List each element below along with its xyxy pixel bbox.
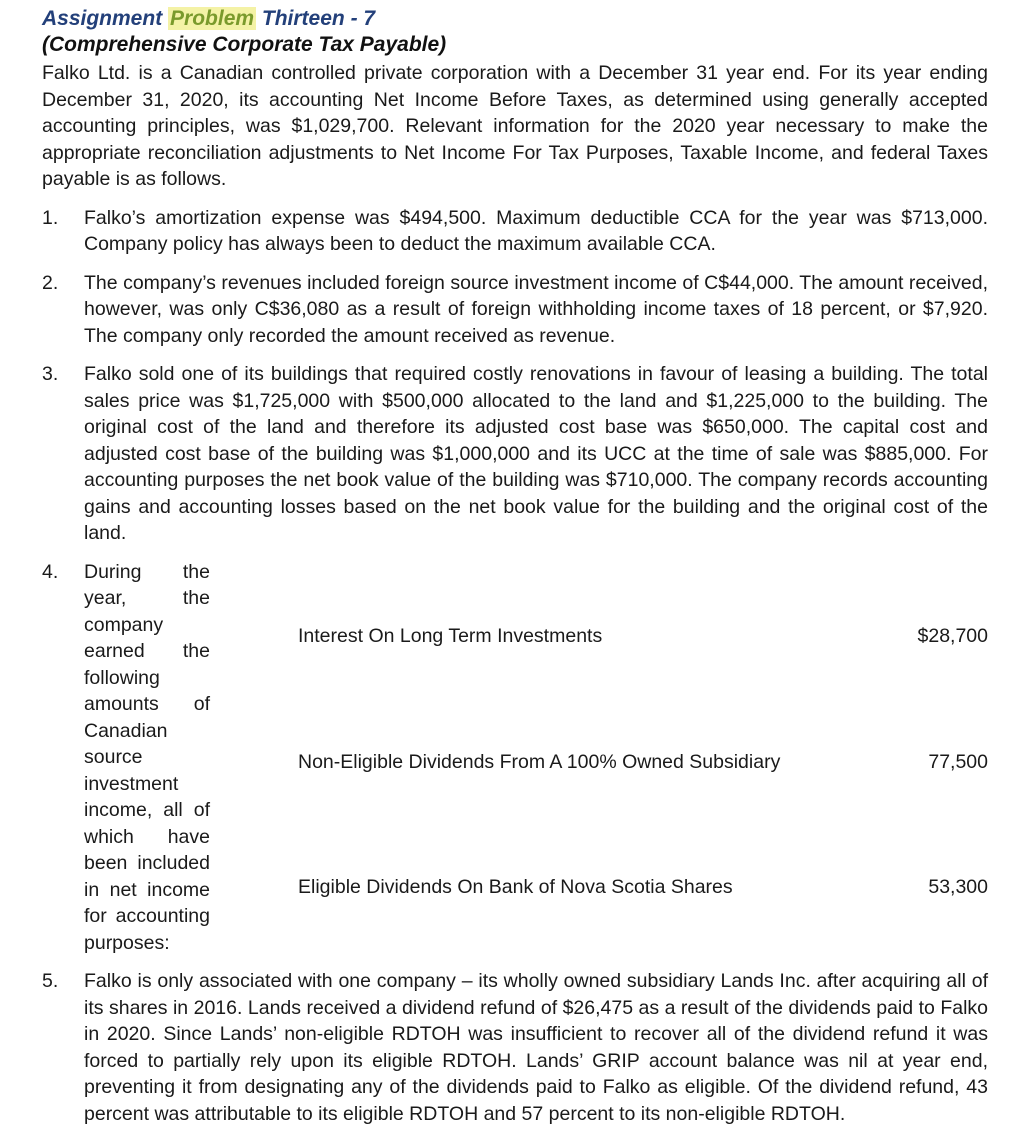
list-item <box>42 361 988 547</box>
income-label: Eligible Dividends On Bank of Nova Scotia Shares <box>298 825 858 951</box>
income-amount: $28,700 <box>858 574 988 700</box>
problem-title <box>42 6 988 32</box>
list-item <box>42 270 988 350</box>
item-text: Falko is only associated with one company – its wholly owned subsidiary Lands Inc. after acquiring all of its shares in 2016. Lands received a dividend refund of $26,475 as a result of the dividends paid to Falko in 2020. Since Lands’ non-eligible RDTOH was insufficient to recover all of the dividend refund it was forced to partially rely upon its eligible RDTOH. Lands’ GRIP account balance was nil at year end, preventing it from designating any of the dividends paid to Falko as eligible. Of the dividend refund, 43 percent was attributable to its eligible RDTOH and 57 percent to its non-eligible RDTOH. <box>84 968 988 1127</box>
item-number: 3. <box>42 361 84 547</box>
item-text: Falko’s amortization expense was $494,500. Maximum deductible CCA for the year was $713,000. Company policy has always been to deduct the maximum available CCA. <box>84 205 988 258</box>
table-row <box>298 825 988 951</box>
problem-subtitle: (Comprehensive Corporate Tax Payable) <box>42 32 988 58</box>
income-label: Interest On Long Term Investments <box>298 574 858 700</box>
title-prefix: Assignment <box>42 7 168 30</box>
item-number: 1. <box>42 205 84 258</box>
item-number: 2. <box>42 270 84 350</box>
item-text: Falko sold one of its buildings that required costly renovations in favour of leasing a building. The total sales price was $1,725,000 with $500,000 allocated to the land and $1,225,000 to the building. The original cost of the land and therefore its adjusted cost base was $650,000. The capital cost and adjusted cost base of the building was $1,000,000 and its UCC at the time of sale was $885,000. For accounting purposes the net book value of the building was $710,000. The company records accounting gains and accounting losses based on the net book value for the building and the original cost of the land. <box>84 361 988 547</box>
intro-paragraph: Falko Ltd. is a Canadian controlled private corporation with a December 31 year end. For its year ending December 31, 2020, its accounting Net Income Before Taxes, as determined using generally accepted accounting principles, was $1,029,700. Relevant information for the 2020 year necessary to make the appropriate reconciliation adjustments to Net Income For Tax Purposes, Taxable Income, and federal Taxes payable is as follows. <box>42 60 988 193</box>
income-amount: 53,300 <box>858 825 988 951</box>
item-text: During the year, the company earned the following amounts of Canadian source investment income, all of which have been included in net income for accounting purposes: <box>84 559 210 957</box>
list-item <box>42 968 988 1127</box>
numbered-list <box>42 205 988 1127</box>
list-item <box>42 205 988 258</box>
item-text: The company’s revenues included foreign source investment income of C$44,000. The amount received, however, was only C$36,080 as a result of foreign withholding income taxes of 18 percent, or $7,920. The company only recorded the amount received as revenue. <box>84 270 988 350</box>
item-number: 5. <box>42 968 84 1127</box>
table-row <box>298 699 988 825</box>
title-highlight: Problem <box>168 7 256 30</box>
income-amount: 77,500 <box>858 699 988 825</box>
income-label: Non-Eligible Dividends From A 100% Owned Subsidiary <box>298 699 858 825</box>
item-number: 4. <box>42 559 84 957</box>
table-row <box>298 574 988 700</box>
title-suffix: Thirteen - 7 <box>256 7 375 30</box>
list-item <box>42 559 988 957</box>
investment-income-table <box>298 574 988 951</box>
